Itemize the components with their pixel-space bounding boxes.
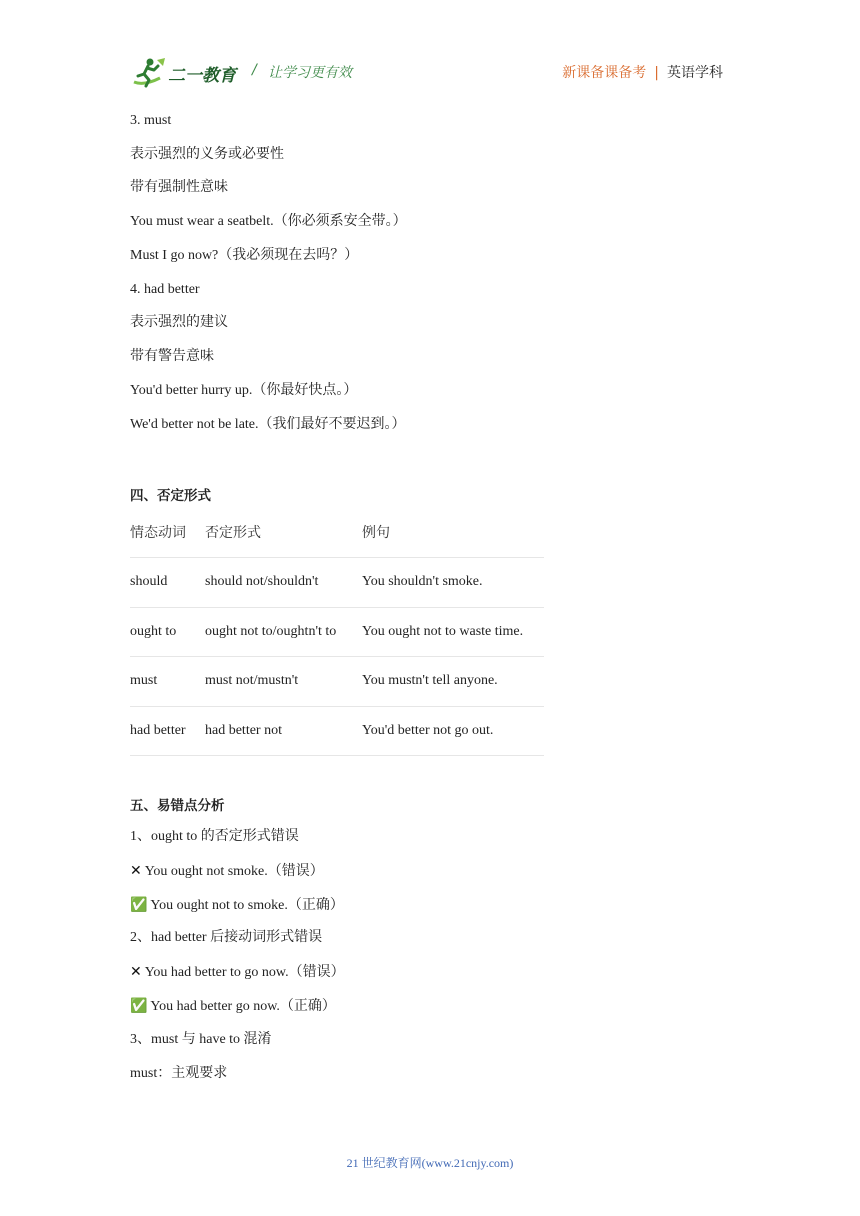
table-header-row <box>130 510 544 558</box>
list-item-text: 3、must 与 have to 混淆 <box>130 1032 272 1047</box>
list-item-text: 2、had better 后接动词形式错误 <box>130 930 323 945</box>
table-cell: had better not <box>205 722 282 738</box>
table-row <box>130 608 544 658</box>
text-line <box>130 1064 227 1084</box>
slogan-separator: / <box>252 62 257 78</box>
table-row <box>130 707 544 757</box>
table-cell: You ought not to waste time. <box>362 623 524 639</box>
list-item-text: You had better to go now.（错误） <box>141 965 345 980</box>
text-line <box>130 827 299 847</box>
text-line: 带有警告意味 <box>130 349 214 364</box>
table-cell: must not/mustn't <box>205 673 299 688</box>
list-item-text: You ought not to smoke.（正确） <box>147 898 344 913</box>
check-icon: ✅ <box>130 897 148 913</box>
page-header <box>0 0 860 100</box>
table-row <box>130 558 544 608</box>
negation-table <box>130 510 544 756</box>
table-row <box>130 657 544 707</box>
table-cell: You shouldn't smoke. <box>362 574 483 589</box>
wrong-example <box>130 962 345 982</box>
list-item-text: 1、ought to 的否定形式错误 <box>130 829 299 844</box>
cross-icon: ✕ <box>130 964 142 980</box>
text-line: You must wear a seatbelt.（你必须系安全带。） <box>130 214 407 229</box>
slogan: 让学习更有效 <box>268 65 352 81</box>
wrong-example <box>130 861 324 881</box>
table-cell: should <box>130 574 168 589</box>
list-item-text: must：主观要求 <box>130 1066 228 1081</box>
correct-example <box>130 996 336 1016</box>
header-separator: | <box>654 65 659 81</box>
text-line: 表示强烈的建议 <box>130 315 228 330</box>
text-line <box>130 928 322 948</box>
correct-example <box>130 895 344 915</box>
text-line: 带有强制性意味 <box>130 180 228 195</box>
text-line: 表示强烈的义务或必要性 <box>130 147 284 162</box>
text-line: Must I go now?（我必须现在去吗？） <box>130 248 359 263</box>
table-cell: had better <box>130 722 186 738</box>
table-header-cell: 否定形式 <box>205 525 261 541</box>
text-line: 3. must <box>130 113 172 128</box>
list-item-text: You had better go now.（正确） <box>147 999 336 1014</box>
page-footer: 21 世纪教育网(www.21cnjy.com) <box>346 1156 514 1170</box>
table-cell: You'd better not go out. <box>362 722 494 738</box>
text-line: You'd better hurry up.（你最好快点。） <box>130 383 358 398</box>
text-line: 4. had better <box>130 282 200 297</box>
header-right <box>562 62 723 82</box>
table-cell: ought to <box>130 623 177 639</box>
list-item-text: You ought not smoke.（错误） <box>141 864 324 879</box>
table-cell: ought not to/oughtn't to <box>205 623 337 639</box>
text-line: We'd better not be late.（我们最好不要迟到。） <box>130 417 406 432</box>
section-title-negation: 四、否定形式 <box>130 488 211 504</box>
logo-text: 二一教育 <box>168 66 236 86</box>
brand-logo <box>130 56 242 90</box>
course-label: 新课备课备考 <box>562 65 647 81</box>
table-cell: must <box>130 673 158 688</box>
table-cell: You mustn't tell anyone. <box>362 673 498 688</box>
subject-label: 英语学科 <box>667 65 723 81</box>
section-title-errors: 五、易错点分析 <box>130 798 225 814</box>
check-icon: ✅ <box>130 998 148 1014</box>
table-header-cell: 情态动词 <box>130 525 186 541</box>
cross-icon: ✕ <box>130 863 142 879</box>
runner-logo-icon <box>130 56 170 90</box>
table-cell: should not/shouldn't <box>205 574 319 589</box>
table-header-cell: 例句 <box>362 525 390 541</box>
text-line <box>130 1030 272 1050</box>
